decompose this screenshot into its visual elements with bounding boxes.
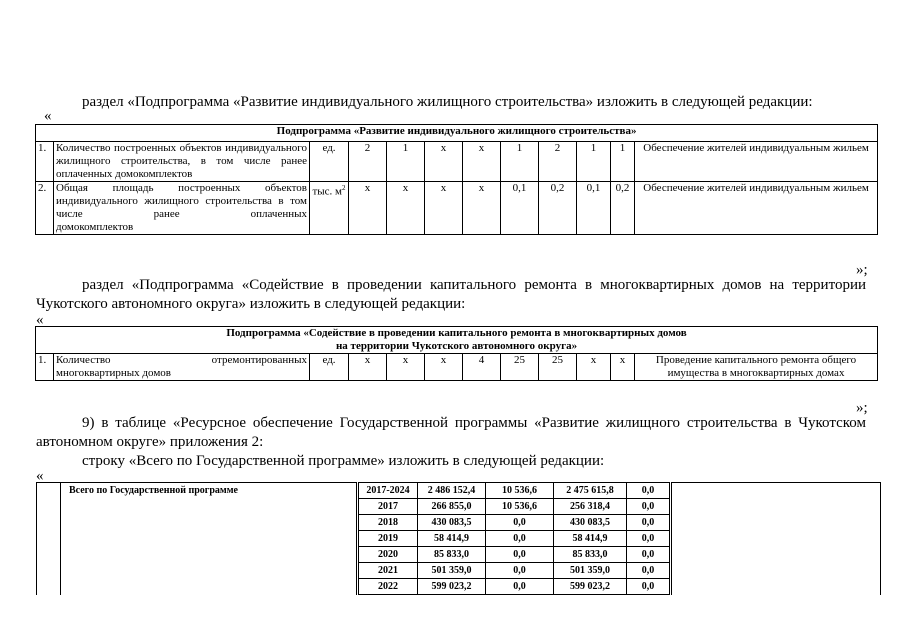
- period-cell: 2018: [358, 515, 418, 531]
- indicator-name: Количество построенных объектов индивидуального жилищного строительства, в том числе ранее оплаченных домокомплектов: [54, 142, 310, 182]
- value-cell: 0,0: [627, 547, 671, 563]
- table-repair-title: Подпрограмма «Содействие в проведении капитального ремонта в многоквартирных домов на территории Чукотского автономного округа»: [36, 327, 878, 354]
- paragraph-subprogram-repair-line1: раздел «Подпрограмма «Содействие в проведении капитального ремонта в многоквартирных домов на территории: [82, 277, 866, 293]
- value-cell: 1: [611, 142, 635, 182]
- value-cell: х: [349, 182, 387, 235]
- open-quote: «: [36, 468, 44, 484]
- unit: ед.: [310, 142, 349, 182]
- value-cell: 2: [349, 142, 387, 182]
- value-cell: 430 083,5: [418, 515, 486, 531]
- table-total: [36, 482, 881, 595]
- table-row: [36, 142, 878, 182]
- value-cell: 58 414,9: [418, 531, 486, 547]
- value-cell: 0,0: [627, 563, 671, 579]
- value-cell: 0,0: [486, 579, 554, 595]
- indicator-name: Количество отремонтированных многоквартирных домов: [54, 354, 310, 381]
- close-quote: »;: [856, 400, 868, 416]
- value-cell: 1: [387, 142, 425, 182]
- paragraph-resource-line1: 9) в таблице «Ресурсное обеспечение Государственной программы «Развитие жилищного строительства в Чукотском: [82, 415, 866, 431]
- value-cell: х: [425, 182, 463, 235]
- row-number: 1.: [36, 142, 54, 182]
- value-cell: х: [349, 354, 387, 381]
- value-cell: х: [387, 182, 425, 235]
- value-cell: 0,0: [627, 499, 671, 515]
- value-cell: 10 536,6: [486, 499, 554, 515]
- empty-cell: [671, 483, 881, 595]
- value-cell: х: [611, 354, 635, 381]
- period-cell: 2019: [358, 531, 418, 547]
- value-cell: 1: [501, 142, 539, 182]
- value-cell: х: [463, 182, 501, 235]
- value-cell: 266 855,0: [418, 499, 486, 515]
- goal-text: Обеспечение жителей индивидуальным жильем: [635, 182, 878, 235]
- value-cell: 85 833,0: [418, 547, 486, 563]
- goal-text: Проведение капитального ремонта общего имущества в многоквартирных домах: [635, 354, 878, 381]
- table-row: [36, 182, 878, 235]
- row-number: 1.: [36, 354, 54, 381]
- value-cell: 0,1: [501, 182, 539, 235]
- unit: тыс. $м^2$: [310, 182, 349, 235]
- paragraph-subprogram-ijs: раздел «Подпрограмма «Развитие индивидуального жилищного строительства» изложить в следующей редакции:: [82, 94, 813, 110]
- empty-cell: [37, 483, 61, 595]
- value-cell: 0,0: [627, 483, 671, 499]
- value-cell: 25: [539, 354, 577, 381]
- open-quote: «: [44, 108, 52, 124]
- value-cell: 2 486 152,4: [418, 483, 486, 499]
- value-cell: 1: [577, 142, 611, 182]
- value-cell: 0,0: [486, 563, 554, 579]
- value-cell: 85 833,0: [554, 547, 627, 563]
- value-cell: 10 536,6: [486, 483, 554, 499]
- total-label: Всего по Государственной программе: [61, 483, 358, 595]
- table-repair: [35, 326, 878, 381]
- value-cell: 599 023,2: [554, 579, 627, 595]
- value-cell: х: [463, 142, 501, 182]
- value-cell: 256 318,4: [554, 499, 627, 515]
- value-cell: 0,0: [486, 531, 554, 547]
- value-cell: 0,0: [627, 579, 671, 595]
- period-cell: 2022: [358, 579, 418, 595]
- goal-text: Обеспечение жителей индивидуальным жильем: [635, 142, 878, 182]
- value-cell: х: [387, 354, 425, 381]
- value-cell: 58 414,9: [554, 531, 627, 547]
- period-cell: 2017-2024: [358, 483, 418, 499]
- value-cell: х: [577, 354, 611, 381]
- period-cell: 2021: [358, 563, 418, 579]
- close-quote: »;: [856, 262, 868, 278]
- value-cell: 0,0: [486, 515, 554, 531]
- paragraph-resource-line2: автономном округе» приложения 2:: [36, 434, 264, 450]
- paragraph-total-row: строку «Всего по Государственной программе» изложить в следующей редакции:: [82, 453, 605, 469]
- table-ijs: [35, 124, 878, 235]
- value-cell: 0,0: [627, 531, 671, 547]
- value-cell: 0,0: [486, 547, 554, 563]
- paragraph-subprogram-repair-line2: Чукотского автономного округа» изложить в следующей редакции:: [36, 296, 466, 312]
- table-ijs-title: Подпрограмма «Развитие индивидуального жилищного строительства»: [36, 125, 878, 142]
- value-cell: 0,2: [539, 182, 577, 235]
- period-cell: 2020: [358, 547, 418, 563]
- row-number: 2.: [36, 182, 54, 235]
- value-cell: 430 083,5: [554, 515, 627, 531]
- indicator-name: Общая площадь построенных объектов индивидуального жилищного строительства в том числе ранее оплаченных домокомплектов: [54, 182, 310, 235]
- value-cell: 0,0: [627, 515, 671, 531]
- value-cell: 2: [539, 142, 577, 182]
- value-cell: 501 359,0: [418, 563, 486, 579]
- value-cell: 599 023,2: [418, 579, 486, 595]
- value-cell: 25: [501, 354, 539, 381]
- period-cell: 2017: [358, 499, 418, 515]
- value-cell: х: [425, 354, 463, 381]
- value-cell: 501 359,0: [554, 563, 627, 579]
- table-row: [36, 354, 878, 381]
- open-quote: «: [36, 312, 44, 328]
- value-cell: 2 475 615,8: [554, 483, 627, 499]
- unit: ед.: [310, 354, 349, 381]
- value-cell: х: [425, 142, 463, 182]
- table-row: [37, 483, 881, 499]
- value-cell: 0,2: [611, 182, 635, 235]
- value-cell: 4: [463, 354, 501, 381]
- value-cell: 0,1: [577, 182, 611, 235]
